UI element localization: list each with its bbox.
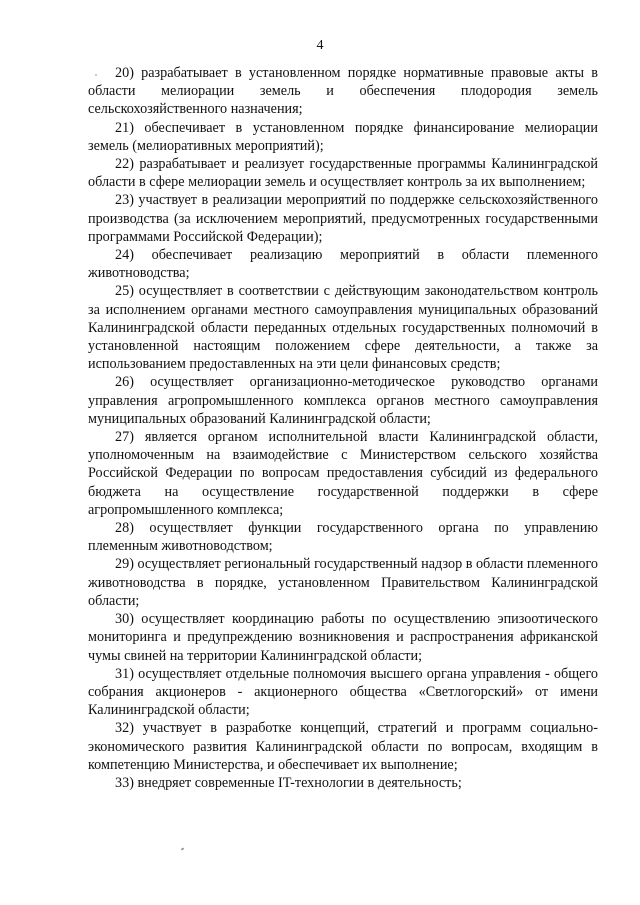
scan-speck [181, 847, 185, 850]
list-item: 23) участвует в реализации мероприятий по поддержке сельскохозяйственного производства (за исключением мероприятий, предусмотренных государственными программами Российской Федерации); [88, 192, 598, 245]
list-item: 22) разрабатывает и реализует государственные программы Калининградской области в сфере мелиорации земель и осуществляет контроль за их выполнением; [88, 156, 598, 191]
list-item: 31) осуществляет отдельные полномочия высшего органа управления - общего собрания акционеров - акционерного общества «Светлогорский» от имени Калининградской области; [88, 665, 598, 719]
document-body [88, 64, 598, 792]
page-number: 4 [316, 38, 324, 53]
list-item: 28) осуществляет функции государственного органа по управлению племенным животноводством; [88, 520, 598, 555]
list-item: 29) осуществляет региональный государственный надзор в области племенного животноводства в порядке, установленном Правительством Калининградской области; [88, 556, 599, 609]
list-item: 30) осуществляет координацию работы по осуществлению эпизоотического мониторинга и предупреждению возникновения и распространения африканской чумы свиней на территории Калининградской области; [88, 611, 598, 664]
list-item: 24) обеспечивает реализацию мероприятий в области племенного животноводства; [88, 247, 598, 282]
list-item: 26) осуществляет организационно-методическое руководство органами управления агропромышленного комплекса органов местного самоуправления муниципальных образований Калининградской области; [88, 374, 598, 427]
list-item: 20) разрабатывает в установленном порядке нормативные правовые акты в области мелиорации земель и обеспечения плодородия земель сельскохозяйственного назначения; [88, 65, 598, 118]
list-item: 27) является органом исполнительной власти Калининградской области, уполномоченным на взаимодействие с Министерством сельского хозяйства Российской Федерации по вопросам предоставления субсидий из федерального бюджета на осуществление государственной поддержки в сфере агропромышленного комплекса; [88, 429, 598, 518]
list-item: 25) осуществляет в соответствии с действующим законодательством контроль за исполнением органами местного самоуправления муниципальных образований Калининградской области переданных отдельных государственных полномочий в установленной настоящим положением сфере деятельности, а также за использованием предоставленных на эти цели финансовых средств; [88, 283, 598, 373]
list-item: 32) участвует в разработке концепций, стратегий и программ социально-экономического развития Калининградской области по вопросам, входящим в компетенцию Министерства, и обеспечивает их выполнение; [88, 720, 598, 773]
list-item: 33) внедряет современные IT-технологии в деятельность; [115, 774, 462, 791]
list-item: 21) обеспечивает в установленном порядке финансирование мелиорации земель (мелиоративных мероприятий); [88, 119, 598, 154]
